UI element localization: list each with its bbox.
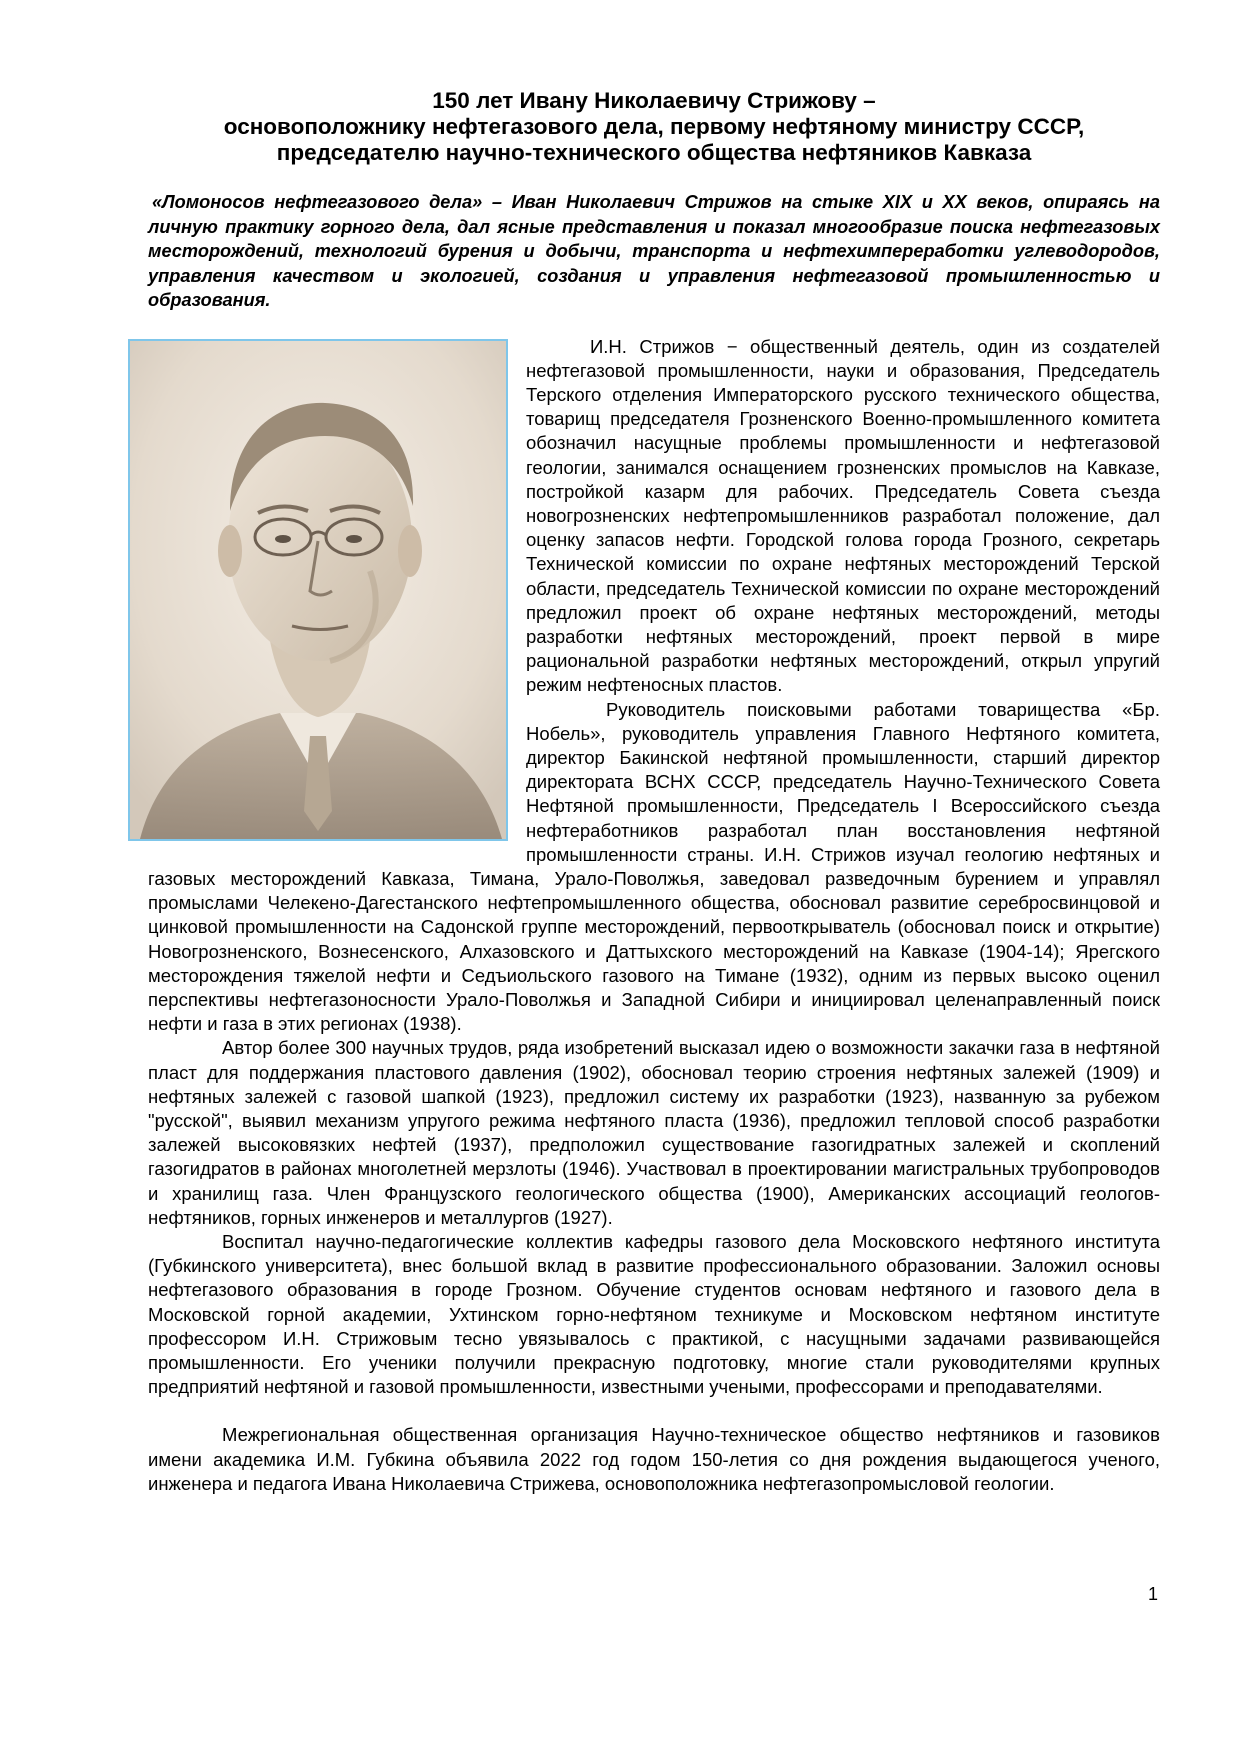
document-page [148, 88, 1160, 1496]
lead-paragraph: «Ломоносов нефтегазового дела» – Иван Николаевич Стрижов на стыке XIX и XX веков, опираясь на личную практику горного дела, дал ясные представления и показал многообразие поиска нефтегазовых месторождений, технологий бурения и добычи, транспорта и нефтехимпереработки углеводородов, управления качеством и экологией, создания и управления нефтегазовой промышленностью и образования. [148, 192, 1160, 310]
title-line-3: председателю научно-технического общества нефтяников Кавказа [276, 140, 1032, 165]
title-line-2: основоположнику нефтегазового дела, первому нефтяному министру СССР, [223, 114, 1085, 139]
document-title [148, 88, 1160, 166]
paragraph-2: Руководитель поисковыми работами товарищества «Бр. Нобель», руководитель управления Главного Нефтяного комитета, директор Бакинской нефтяной промышленности, старший директор директората ВСНХ СССР, председатель Научно-Технического Совета Нефтяной промышленности, Председатель I Всероссийского съезда нефтеработников разработал план восстановления нефтяной промышленности страны. И.Н. Стрижов изучал геологию нефтяных и газовых месторождений Кавказа, Тимана, Урало-Поволжья, заведовал разведочным бурением и управлял промыслами Челекено-Дагестанского нефтепромышленного общества, обосновал развитие серебросвинцовой и цинковой промышленности на Садонской группе месторождений, первооткрыватель (обосновал поиск и открытие) Новогрозненского, Вознесенского, Алхазовского и Даттыхского месторождений на Кавказе (1904-14); Ярегского месторождения тяжелой нефти и Седъиольского газового на Тимане (1932), одним из первых высоко оценил перспективы нефтегазоносности Урало-Поволжья и Западной Сибири и инициировал целенаправленный поиск нефти и газа в этих регионах (1938). [148, 698, 1160, 1035]
paragraph-5: Межрегиональная общественная организация Научно-техническое общество нефтяников и газовиков имени академика И.М. Губкина объявила 2022 год годом 150-летия со дня рождения выдающегося ученого, инженера и педагога Ивана Николаевича Стрижева, основоположника нефтегазопромысловой геологии. [148, 1424, 1160, 1494]
title-line-1: 150 лет Ивану Николаевичу Стрижову – [432, 88, 876, 113]
paragraph-4: Воспитал научно-педагогические коллектив кафедры газового дела Московского нефтяного института (Губкинского университета), внес большой вклад в развитие профессионального образовании. Заложил основы нефтегазового образования в городе Грозном. Обучение студентов основам нефтяного и газового дела в Московской горной академии, Ухтинском горно-нефтяном техникуме и Московском нефтяном институте профессором И.Н. Стрижовым тесно увязывалось с практикой, с насущными задачами развивающейся промышленности. Его ученики получили прекрасную подготовку, многие стали руководителями крупных предприятий нефтяной и газовой промышленности, известными учеными, профессорами и преподавателями. [148, 1231, 1160, 1398]
page-number: 1 [1147, 1584, 1158, 1604]
article-body [148, 335, 1160, 1497]
paragraph-3: Автор более 300 научных трудов, ряда изобретений высказал идею о возможности закачки газа в нефтяной пласт для поддержания пластового давления (1902), обосновал теорию строения нефтяных залежей (1909) и нефтяных залежей с газовой шапкой (1923), предложил систему их разработки (1923), названную за рубежом "русской", выявил механизм упругого режима нефтяного пласта (1936), предложил тепловой способ разработки залежей высоковязких нефтей (1937), предположил существование газогидратных залежей и скоплений газогидратов в районах многолетней мерзлоты (1946). Участвовал в проектировании магистральных трубопроводов и хранилищ газа. Член Французского геологического общества (1900), Американских ассоциаций геологов-нефтяников, горных инженеров и металлургов (1927). [148, 1037, 1160, 1228]
paragraph-1: И.Н. Стрижов − общественный деятель, один из создателей нефтегазовой промышленности, науки и образования, Председатель Терского отделения Императорского русского технического общества, товарищ председателя Грозненского Военно-промышленного комитета обозначил насущные проблемы промышленности и нефтегазовой геологии, занимался оснащением грозненских промыслов на Кавказе, постройкой казарм для рабочих. Председатель Совета съезда новогрозненских нефтепромышленников разработал положение, дал оценку запасов нефти. Городской голова города Грозного, секретарь Технической комиссии по охране нефтяных месторождений Терской области, председатель Технической комиссии по охране месторождений предложил проект об охране нефтяных месторождений, методы разработки нефтяных месторождений, проект первой в мире рациональной разработки нефтяных месторождений, открыл упругий режим нефтеносных пластов. [526, 335, 1160, 696]
portrait-sketch-icon [130, 341, 506, 839]
portrait-image [128, 339, 508, 841]
